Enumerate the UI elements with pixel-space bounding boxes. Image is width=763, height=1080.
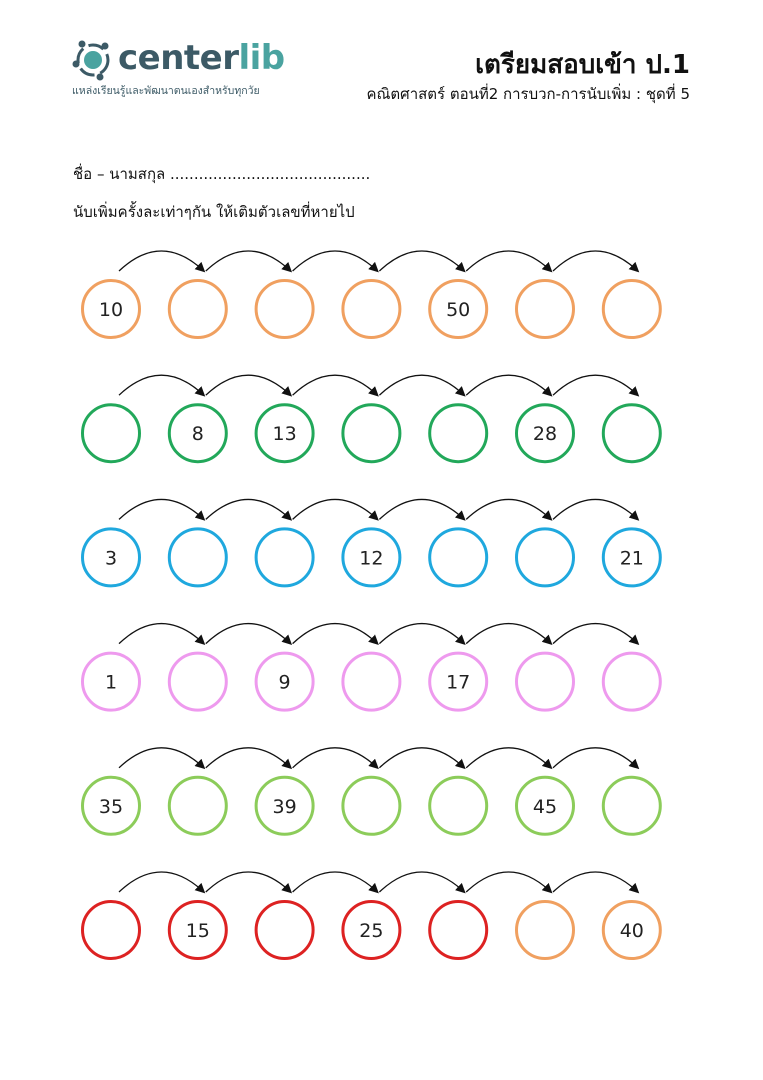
number-label: 9: [278, 671, 291, 694]
step-arrow: [379, 748, 464, 768]
sequence-row: [83, 375, 661, 462]
step-arrow: [466, 872, 551, 892]
step-arrow: [293, 251, 378, 271]
blank-number-circle[interactable]: [430, 777, 487, 834]
blank-number-circle[interactable]: [430, 902, 487, 959]
step-arrow: [206, 624, 291, 644]
step-arrow: [119, 872, 204, 892]
blank-number-circle[interactable]: [256, 281, 313, 338]
step-arrow: [379, 499, 464, 519]
blank-number-circle[interactable]: [517, 281, 574, 338]
step-arrow: [119, 251, 204, 271]
step-arrow: [293, 748, 378, 768]
logo-tagline: แหล่งเรียนรู้และพัฒนาตนเองสำหรับทุกวัย: [72, 85, 260, 97]
step-arrow: [553, 748, 638, 768]
number-label: 39: [272, 795, 297, 818]
blank-number-circle[interactable]: [517, 902, 574, 959]
step-arrow: [293, 499, 378, 519]
step-arrow: [206, 375, 291, 395]
blank-number-circle[interactable]: [83, 902, 140, 959]
step-arrow: [466, 499, 551, 519]
number-label: 1: [104, 671, 118, 694]
step-arrow: [466, 624, 551, 644]
blank-number-circle[interactable]: [83, 405, 140, 462]
blank-number-circle[interactable]: [256, 529, 313, 586]
blank-number-circle[interactable]: [169, 529, 226, 586]
blank-number-circle[interactable]: [603, 777, 660, 834]
number-label: 3: [104, 547, 118, 570]
blank-number-circle[interactable]: [517, 653, 574, 710]
step-arrow: [553, 251, 638, 271]
blank-number-circle[interactable]: [343, 777, 400, 834]
number-label: 12: [359, 547, 384, 570]
blank-number-circle[interactable]: [343, 281, 400, 338]
blank-number-circle[interactable]: [430, 405, 487, 462]
logo-wordmark: centerlib: [118, 38, 285, 78]
step-arrow: [553, 499, 638, 519]
blank-number-circle[interactable]: [256, 902, 313, 959]
step-arrow: [379, 872, 464, 892]
step-arrow: [379, 251, 464, 271]
student-name-field[interactable]: ชื่อ – นามสกุล ..........................................: [73, 165, 371, 183]
step-arrow: [466, 748, 551, 768]
step-arrow: [206, 748, 291, 768]
step-arrow: [119, 375, 204, 395]
step-arrow: [379, 375, 464, 395]
sequence-row: [83, 251, 661, 338]
number-label: 35: [98, 795, 124, 818]
number-label: 8: [191, 423, 204, 446]
step-arrow: [119, 624, 204, 644]
number-label: 17: [446, 671, 471, 694]
step-arrow: [293, 375, 378, 395]
step-arrow: [119, 499, 204, 519]
blank-number-circle[interactable]: [169, 281, 226, 338]
step-arrow: [293, 872, 378, 892]
step-arrow: [119, 748, 204, 768]
blank-number-circle[interactable]: [517, 529, 574, 586]
number-label: 45: [532, 795, 558, 818]
number-label: 15: [185, 920, 210, 942]
step-arrow: [553, 872, 638, 892]
page-title: เตรียมสอบเข้า ป.1: [475, 50, 690, 80]
blank-number-circle[interactable]: [169, 777, 226, 834]
step-arrow: [206, 499, 291, 519]
sequence-row: [83, 499, 661, 586]
blank-number-circle[interactable]: [430, 529, 487, 586]
number-label: 40: [619, 920, 644, 942]
step-arrow: [206, 872, 291, 892]
step-arrow: [206, 251, 291, 271]
step-arrow: [553, 624, 638, 644]
step-arrow: [466, 375, 551, 395]
step-arrow: [466, 251, 551, 271]
sequence-row: [83, 624, 661, 711]
blank-number-circle[interactable]: [343, 405, 400, 462]
number-label: 13: [272, 423, 297, 446]
step-arrow: [553, 375, 638, 395]
number-label: 25: [359, 920, 384, 942]
blank-number-circle[interactable]: [603, 653, 660, 710]
sequence-row: [83, 872, 661, 959]
number-label: 50: [446, 299, 471, 321]
blank-number-circle[interactable]: [603, 405, 660, 462]
blank-number-circle[interactable]: [169, 653, 226, 710]
sequence-row: [83, 748, 661, 835]
blank-number-circle[interactable]: [343, 653, 400, 710]
step-arrow: [293, 624, 378, 644]
page-subtitle: คณิตศาสตร์ ตอนที่2 การบวก-การนับเพิ่ม : ชุดที่ 5: [366, 85, 690, 103]
step-arrow: [379, 624, 464, 644]
number-label: 10: [98, 299, 124, 321]
instruction-text: นับเพิ่มครั้งละเท่าๆกัน ให้เติมตัวเลขที่หายไป: [73, 203, 355, 221]
number-label: 28: [532, 423, 558, 446]
number-label: 21: [619, 547, 644, 570]
blank-number-circle[interactable]: [603, 281, 660, 338]
